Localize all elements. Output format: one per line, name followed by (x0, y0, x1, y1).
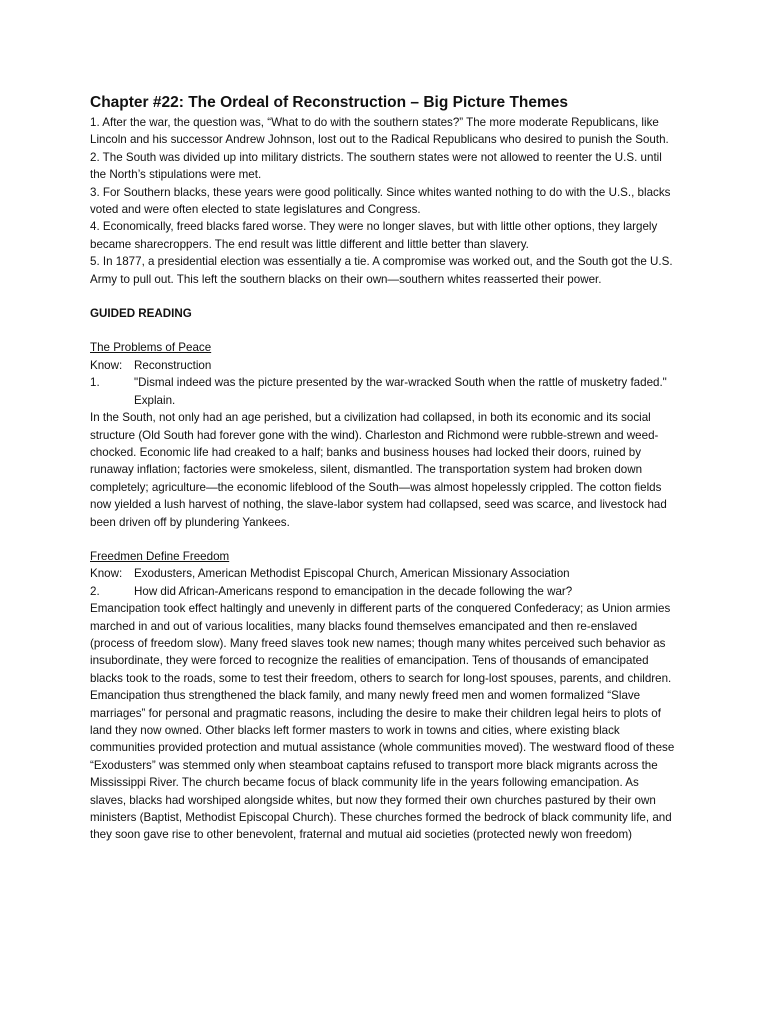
answer-text: Emancipation took effect haltingly and unevenly in different parts of the conquered Confederacy; as Union armies marched in and out of various localities, many blacks found themselves emancipated and then re-enslaved (process of freedom slow). Many freed slaves took new names; though many whites perceived such behavior as insubordinate, they were forced to recognize the realities of emancipation. Tens of thousands of emancipated blacks took to the roads, some to test their freedom, others to search for long-lost spouses, parents, and children. Emancipation thus strengthened the black family, and many newly freed men and women formalized “Slave marriages” for personal and pragmatic reasons, including the desire to make their children legal heirs to plots of land they now owned. Other blacks left former masters to work in towns and cities, where existing black communities provided protection and mutual assistance (whole communities moved). The westward flood of these “Exodusters” was stemmed only when steamboat captains refused to transport more black migrants across the Mississippi River. The church became focus of black community life in the years following emancipation. As slaves, blacks had worshiped alongside whites, but now they formed their own churches pastured by their own ministers (Baptist, Methodist Episcopal Church). These churches formed the bedrock of black community life, and they soon gave rise to other benevolent, fraternal and mutual aid societies (protected newly won freedom) (90, 602, 675, 842)
theme-item: 3. For Southern blacks, these years were good politically. Since whites wanted nothing to do with the U.S., blacks voted and were often elected to state legislatures and Congress. (90, 185, 671, 217)
big-picture-themes (90, 114, 678, 288)
section-freedmen-define-freedom (90, 548, 678, 844)
question-number: 1. (90, 376, 100, 390)
chapter-title: The Ordeal of Reconstruction – Big Picture Themes (183, 94, 569, 111)
section-title: Freedmen Define Freedom (90, 549, 230, 563)
guided-reading-heading: GUIDED READING (90, 307, 192, 321)
chapter-label: Chapter #22: (90, 94, 184, 111)
document-page (90, 92, 678, 844)
know-line (90, 357, 678, 374)
theme-item: 2. The South was divided up into military districts. The southern states were not allowed to reenter the U.S. until the North’s stipulations were met. (90, 150, 662, 182)
question (90, 374, 678, 409)
know-line (90, 565, 678, 582)
answer-text: In the South, not only had an age perished, but a civilization had collapsed, in both its economic and its social structure (Old South had forever gone with the wind). Charleston and Richmond were rubble-strewn and weed-chocked. Economic life had creaked to a half; banks and business houses had locked their doors, ruined by runaway inflation; factories were smokeless, silent, dismantled. The transportation system had broken down completely; agriculture—the economic lifeblood of the South—was almost hopelessly crippled. The cotton fields now yielded a lush harvest of nothing, the slave-labor system had collapsed, seed was scarce, and livestock had been driven off by plundering Yankees. (90, 411, 667, 529)
section-title: The Problems of Peace (90, 341, 212, 355)
know-terms: Exodusters, American Methodist Episcopal Church, American Missionary Association (134, 567, 570, 581)
question (90, 583, 678, 600)
theme-item: 4. Economically, freed blacks fared worse. They were no longer slaves, but with little other options, they largely became sharecroppers. The end result was little different and little better than slavery. (90, 220, 658, 251)
know-terms: Reconstruction (134, 358, 212, 372)
theme-item: 5. In 1877, a presidential election was essentially a tie. A compromise was worked out, and the South got the U.S. Army to pull out. This left the southern blacks on their own—southern whites reasserted their power. (90, 255, 673, 286)
question-number: 2. (90, 584, 100, 598)
know-label: Know: (90, 358, 123, 372)
theme-item: 1. After the war, the question was, “What to do with the southern states?” The more moderate Republicans, like Lincoln and his successor Andrew Johnson, lost out to the Radical Republicans who desired to punish the South. (90, 116, 669, 147)
page-title (90, 92, 678, 114)
question-text: How did African-Americans respond to emancipation in the decade following the war? (134, 584, 573, 598)
know-label: Know: (90, 567, 123, 581)
question-text: "Dismal indeed was the picture presented by the war-wracked South when the rattle of musketry faded." Explain. (134, 376, 667, 407)
section-problems-of-peace (90, 339, 678, 530)
